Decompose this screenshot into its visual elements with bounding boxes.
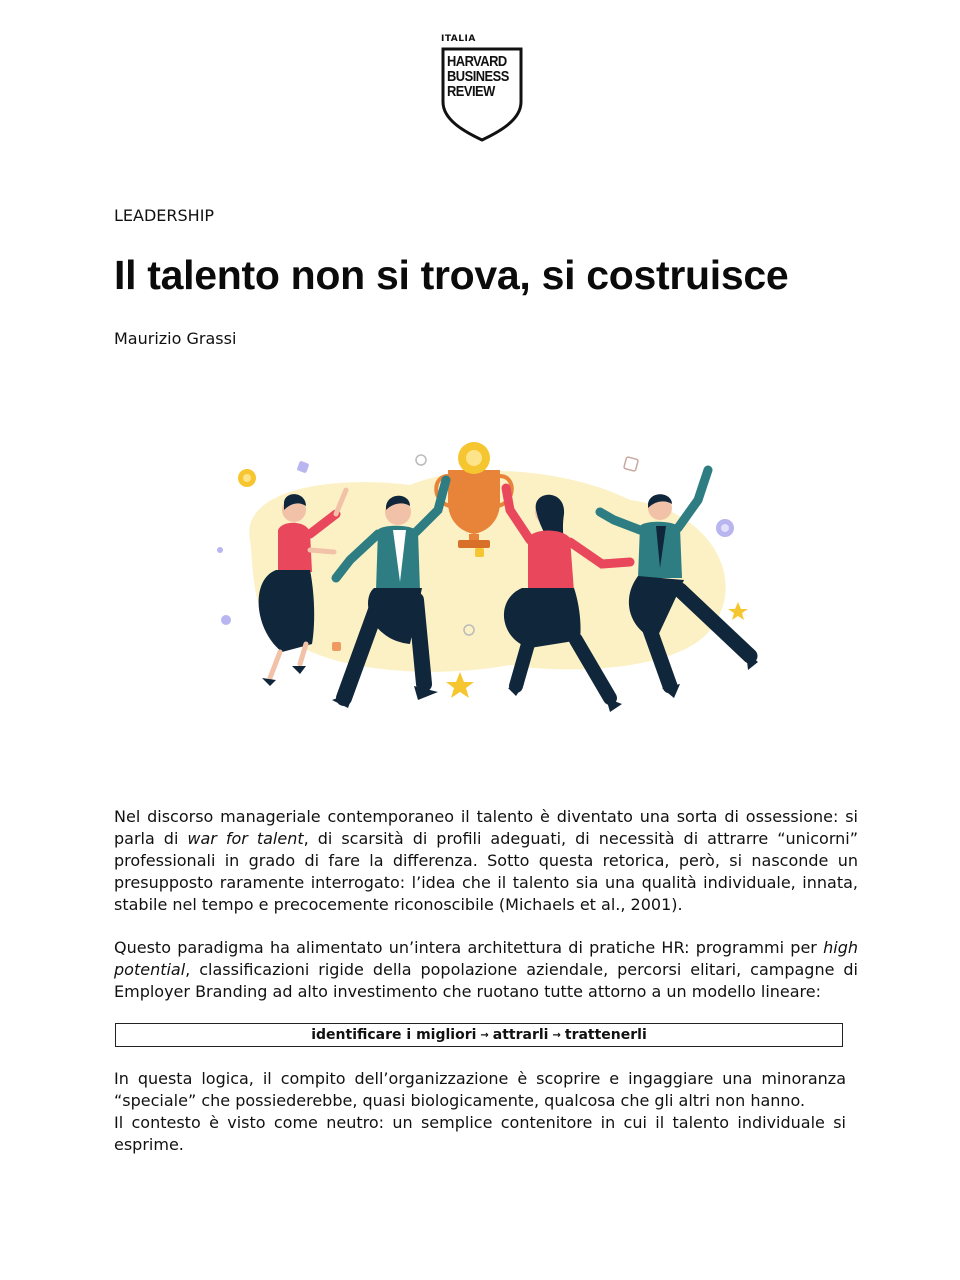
hbr-logo: [437, 34, 527, 144]
star-icon: [728, 602, 748, 620]
arrow-right-icon: →: [480, 1029, 489, 1041]
body-paragraph: Il contesto è visto come neutro: un semplice contenitore in cui il talento individuale si esprime.: [114, 1113, 846, 1154]
flower-icon: [716, 519, 734, 537]
logo-line: HARVARD: [447, 53, 507, 70]
callout-step: attrarli: [492, 1027, 549, 1043]
section-label: LEADERSHIP: [114, 206, 215, 225]
text-run: Questo paradigma ha alimentato un’intera architettura di pratiche HR: programmi per: [114, 938, 824, 957]
callout-step: identificare i migliori: [311, 1027, 477, 1043]
arrow-right-icon: →: [552, 1029, 561, 1041]
logo-line: REVIEW: [447, 83, 495, 100]
body-paragraph: [114, 937, 858, 1003]
confetti-icon: [332, 642, 341, 651]
celebration-illustration: [210, 430, 770, 730]
confetti-icon: [217, 547, 223, 553]
confetti-icon: [416, 455, 426, 465]
logo-wordmark: [447, 54, 509, 99]
star-icon: [446, 672, 474, 698]
flower-icon: [238, 469, 256, 487]
article-title: Il talento non si trova, si costruisce: [114, 252, 789, 298]
callout-step: trattenerli: [564, 1027, 647, 1043]
text-run: Nel discorso manageriale contemporaneo il talento è diventato una sorta di ossessione: si parla di: [114, 807, 858, 848]
logo-line: BUSINESS: [447, 68, 509, 85]
text-run: , classificazioni rigide della popolazione aziendale, percorsi elitari, campagne di Employer Branding ad alto investimento che ruotano tutte attorno a un modello lineare:: [114, 960, 858, 1001]
confetti-icon: [297, 461, 310, 474]
emphasis-text: high potential: [114, 938, 858, 979]
confetti-icon: [624, 457, 639, 472]
text-run: , di scarsità di profili adeguati, di necessità di attrarre “unicorni” professionali in grado di fare la differenza. Sotto questa retorica, però, si nasconde un presupposto raramente interrogato: l’idea che il talento sia una qualità individuale, innata, stabile nel tempo e precocemente riconoscibile (Michaels et al., 2001).: [114, 829, 859, 914]
emphasis-text: war for talent: [187, 829, 304, 848]
model-callout-box: [115, 1023, 843, 1047]
logo-country: ITALIA: [441, 34, 476, 44]
confetti-icon: [475, 548, 484, 557]
confetti-icon: [221, 615, 231, 625]
body-paragraph: [114, 806, 858, 916]
article-author: Maurizio Grassi: [114, 329, 237, 348]
body-paragraph: In questa logica, il compito dell’organizzazione è scoprire e ingaggiare una minoranza “speciale” che possiederebbe, quasi biologicamente, qualcosa che gli altri non hanno.: [114, 1069, 846, 1110]
